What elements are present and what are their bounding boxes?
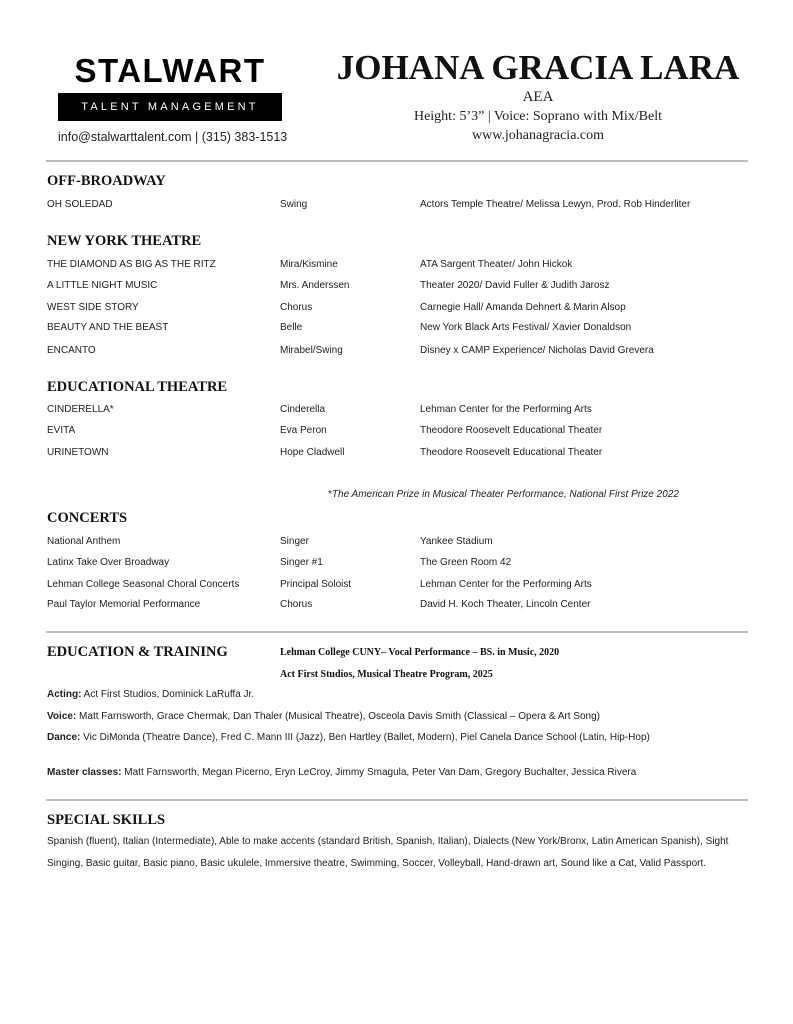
training-acting-label: Acting: xyxy=(47,689,82,700)
credit-role: Hope Cladwell xyxy=(280,447,345,458)
header-divider xyxy=(46,160,748,162)
credit-role: Swing xyxy=(280,199,308,210)
credit-venue: Lehman Center for the Performing Arts xyxy=(420,579,592,590)
training-dance-label: Dance: xyxy=(47,732,81,743)
credit-show: OH SOLEDAD xyxy=(47,199,113,210)
training-voice xyxy=(47,706,757,728)
section-title-off-broadway: OFF-BROADWAY xyxy=(47,173,166,189)
credit-venue: ATA Sargent Theater/ John Hickok xyxy=(420,259,573,270)
credit-role: Belle xyxy=(280,322,303,333)
performer-stats: Height: 5’3” | Voice: Soprano with Mix/Belt xyxy=(413,109,663,124)
training-voice-label: Voice: xyxy=(47,711,77,722)
credit-venue: Theodore Roosevelt Educational Theater xyxy=(420,447,603,458)
credit-venue: Theater 2020/ David Fuller & Judith Jarosz xyxy=(420,280,610,291)
credit-venue: Theodore Roosevelt Educational Theater xyxy=(420,425,603,436)
credit-venue: Actors Temple Theatre/ Melissa Lewyn, Prod. Rob Hinderliter xyxy=(420,199,691,210)
training-voice-text: Matt Farnsworth, Grace Chermak, Dan Thaler (Musical Theatre), Osceola Davis Smith (Classical – Opera & Art Song) xyxy=(76,711,600,722)
section-title-education-training: EDUCATION & TRAINING xyxy=(47,644,228,660)
agency-contact: info@stalwarttalent.com | (315) 383-1513 xyxy=(58,130,288,144)
credit-show: Lehman College Seasonal Choral Concerts xyxy=(47,579,240,590)
award-footnote xyxy=(328,489,679,500)
credit-role: Eva Peron xyxy=(280,425,327,436)
section-title-concerts: CONCERTS xyxy=(47,510,128,526)
credit-show: URINETOWN xyxy=(47,447,109,458)
special-skills-text: Spanish (fluent), Italian (Intermediate), Able to make accents (standard British, Spanish, Italian), Dialects (New York/Bronx, Latin American Spanish), Sight Singing, Basic guitar, Basic piano, Basic ukulele, Immersive theatre, Swimming, Soccer, Volleyball, Hand-drawn art, Sound like a Cat, Valid Passport. xyxy=(47,836,729,869)
credit-venue: Yankee Stadium xyxy=(420,536,493,547)
section-title-ny-theatre: NEW YORK THEATRE xyxy=(47,233,202,249)
credit-show: ENCANTO xyxy=(47,345,96,356)
training-acting-text: Act First Studios, Dominick LaRuffa Jr. xyxy=(81,689,255,700)
performer-website: www.johanagracia.com xyxy=(471,128,605,143)
credit-show: THE DIAMOND AS BIG AS THE RITZ xyxy=(47,259,216,270)
agency-logo-wordmark: STALWART xyxy=(74,52,266,89)
credit-venue: Carnegie Hall/ Amanda Dehnert & Marin Alsop xyxy=(420,302,626,313)
credit-show: A LITTLE NIGHT MUSIC xyxy=(47,280,158,291)
credit-venue: David H. Koch Theater, Lincoln Center xyxy=(420,599,591,610)
education-degree: Lehman College CUNY– Vocal Performance – BS. in Music, 2020 xyxy=(280,647,560,658)
credit-venue: Disney x CAMP Experience/ Nicholas David Grevera xyxy=(420,345,654,356)
training-dance xyxy=(47,727,757,749)
section-divider xyxy=(46,631,748,633)
credit-venue: The Green Room 42 xyxy=(420,557,512,568)
training-master-text: Matt Farnsworth, Megan Picerno, Eryn LeCroy, Jimmy Smagula, Peter Van Dam, Gregory Buchalter, Jessica Rivera xyxy=(121,767,637,778)
credit-role: Singer #1 xyxy=(280,557,323,568)
credit-role: Singer xyxy=(280,536,309,547)
footnote-text: The American Prize in Musical Theater Performance, National First Prize 2022 xyxy=(331,489,679,500)
footnote-asterisk: * xyxy=(328,489,332,500)
section-title-special-skills: SPECIAL SKILLS xyxy=(47,812,166,828)
credit-role: Mrs. Anderssen xyxy=(280,280,350,291)
training-dance-text: Vic DiMonda (Theatre Dance), Fred C. Mann III (Jazz), Ben Hartley (Ballet, Modern), Piel Canela Dance School (Latin, Hip-Hop) xyxy=(80,732,650,743)
credit-role: Cinderella xyxy=(280,404,326,415)
credit-role: Chorus xyxy=(280,302,313,313)
credit-role: Chorus xyxy=(280,599,313,610)
credit-show: CINDERELLA* xyxy=(47,404,114,415)
credit-show: National Anthem xyxy=(47,536,121,547)
training-master-label: Master classes: xyxy=(47,767,122,778)
credit-show: Paul Taylor Memorial Performance xyxy=(47,599,201,610)
section-divider xyxy=(46,799,748,801)
credit-role: Principal Soloist xyxy=(280,579,352,590)
agency-logo-tagline: TALENT MANAGEMENT xyxy=(58,93,282,121)
credit-role: Mirabel/Swing xyxy=(280,345,343,356)
credit-show: BEAUTY AND THE BEAST xyxy=(47,322,169,333)
credit-venue: New York Black Arts Festival/ Xavier Donaldson xyxy=(420,322,632,333)
credit-show: WEST SIDE STORY xyxy=(47,302,139,313)
performer-name: JOHANA GRACIA LARA xyxy=(336,48,740,87)
credit-role: Mira/Kismine xyxy=(280,259,338,270)
credit-venue: Lehman Center for the Performing Arts xyxy=(420,404,592,415)
union-affiliation: AEA xyxy=(522,89,554,105)
training-master-classes xyxy=(47,762,757,784)
credit-show: EVITA xyxy=(47,425,76,436)
section-title-educational-theatre: EDUCATIONAL THEATRE xyxy=(47,379,228,395)
credit-show: Latinx Take Over Broadway xyxy=(47,557,170,568)
education-program: Act First Studios, Musical Theatre Program, 2025 xyxy=(280,669,493,680)
training-acting xyxy=(47,684,757,706)
